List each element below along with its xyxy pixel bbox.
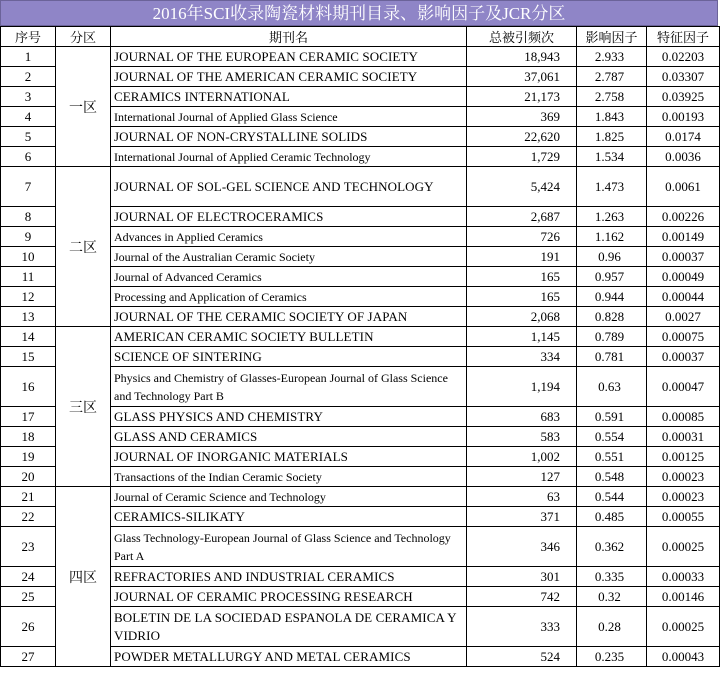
citation-count: 191 <box>467 247 577 267</box>
row-index: 18 <box>1 427 56 447</box>
row-index: 3 <box>1 87 56 107</box>
eigen-factor: 0.03307 <box>647 67 720 87</box>
citation-count: 333 <box>467 607 577 647</box>
header-zone: 分区 <box>56 27 111 47</box>
journal-name: Journal of Advanced Ceramics <box>111 267 467 287</box>
citation-count: 1,729 <box>467 147 577 167</box>
header-index: 序号 <box>1 27 56 47</box>
table-row <box>1 487 720 507</box>
impact-factor: 0.28 <box>577 607 647 647</box>
citation-count: 1,194 <box>467 367 577 407</box>
zone-cell: 二区 <box>56 167 111 327</box>
row-index: 12 <box>1 287 56 307</box>
zone-cell: 四区 <box>56 487 111 667</box>
row-index: 5 <box>1 127 56 147</box>
zone-cell: 一区 <box>56 47 111 167</box>
eigen-factor: 0.00023 <box>647 467 720 487</box>
journal-table <box>0 26 720 667</box>
table-row <box>1 47 720 67</box>
impact-factor: 1.473 <box>577 167 647 207</box>
journal-name: CERAMICS INTERNATIONAL <box>111 87 467 107</box>
impact-factor: 2.933 <box>577 47 647 67</box>
citation-count: 524 <box>467 647 577 667</box>
journal-name: POWDER METALLURGY AND METAL CERAMICS <box>111 647 467 667</box>
citation-count: 371 <box>467 507 577 527</box>
eigen-factor: 0.00226 <box>647 207 720 227</box>
citation-count: 1,002 <box>467 447 577 467</box>
impact-factor: 0.96 <box>577 247 647 267</box>
eigen-factor: 0.00055 <box>647 507 720 527</box>
journal-name: REFRACTORIES AND INDUSTRIAL CERAMICS <box>111 567 467 587</box>
eigen-factor: 0.00043 <box>647 647 720 667</box>
impact-factor: 0.781 <box>577 347 647 367</box>
eigen-factor: 0.00033 <box>647 567 720 587</box>
impact-factor: 0.591 <box>577 407 647 427</box>
impact-factor: 2.758 <box>577 87 647 107</box>
row-index: 23 <box>1 527 56 567</box>
citation-count: 1,145 <box>467 327 577 347</box>
impact-factor: 1.263 <box>577 207 647 227</box>
eigen-factor: 0.00075 <box>647 327 720 347</box>
row-index: 15 <box>1 347 56 367</box>
row-index: 26 <box>1 607 56 647</box>
journal-name: SCIENCE OF SINTERING <box>111 347 467 367</box>
citation-count: 742 <box>467 587 577 607</box>
journal-name: Processing and Application of Ceramics <box>111 287 467 307</box>
journal-name: JOURNAL OF THE CERAMIC SOCIETY OF JAPAN <box>111 307 467 327</box>
eigen-factor: 0.0036 <box>647 147 720 167</box>
row-index: 19 <box>1 447 56 467</box>
journal-name: JOURNAL OF SOL-GEL SCIENCE AND TECHNOLOGY <box>111 167 467 207</box>
eigen-factor: 0.00037 <box>647 247 720 267</box>
header-eigen: 特征因子 <box>647 27 720 47</box>
eigen-factor: 0.00044 <box>647 287 720 307</box>
row-index: 8 <box>1 207 56 227</box>
eigen-factor: 0.00023 <box>647 487 720 507</box>
row-index: 20 <box>1 467 56 487</box>
journal-name: Transactions of the Indian Ceramic Society <box>111 467 467 487</box>
impact-factor: 0.63 <box>577 367 647 407</box>
zone-cell: 三区 <box>56 327 111 487</box>
table-row <box>1 327 720 347</box>
citation-count: 301 <box>467 567 577 587</box>
header-journal: 期刊名 <box>111 27 467 47</box>
eigen-factor: 0.00025 <box>647 607 720 647</box>
eigen-factor: 0.00031 <box>647 427 720 447</box>
row-index: 22 <box>1 507 56 527</box>
row-index: 25 <box>1 587 56 607</box>
citation-count: 2,068 <box>467 307 577 327</box>
journal-name: Journal of the Australian Ceramic Society <box>111 247 467 267</box>
citation-count: 334 <box>467 347 577 367</box>
impact-factor: 0.548 <box>577 467 647 487</box>
journal-name: GLASS AND CERAMICS <box>111 427 467 447</box>
journal-name: AMERICAN CERAMIC SOCIETY BULLETIN <box>111 327 467 347</box>
eigen-factor: 0.00146 <box>647 587 720 607</box>
impact-factor: 0.362 <box>577 527 647 567</box>
impact-factor: 0.944 <box>577 287 647 307</box>
impact-factor: 1.843 <box>577 107 647 127</box>
row-index: 7 <box>1 167 56 207</box>
eigen-factor: 0.03925 <box>647 87 720 107</box>
eigen-factor: 0.00149 <box>647 227 720 247</box>
eigen-factor: 0.00193 <box>647 107 720 127</box>
impact-factor: 0.544 <box>577 487 647 507</box>
row-index: 27 <box>1 647 56 667</box>
impact-factor: 0.551 <box>577 447 647 467</box>
impact-factor: 0.957 <box>577 267 647 287</box>
citation-count: 165 <box>467 287 577 307</box>
citation-count: 583 <box>467 427 577 447</box>
citation-count: 18,943 <box>467 47 577 67</box>
impact-factor: 1.534 <box>577 147 647 167</box>
eigen-factor: 0.00085 <box>647 407 720 427</box>
eigen-factor: 0.00037 <box>647 347 720 367</box>
row-index: 24 <box>1 567 56 587</box>
impact-factor: 0.485 <box>577 507 647 527</box>
journal-name: JOURNAL OF NON-CRYSTALLINE SOLIDS <box>111 127 467 147</box>
journal-name: JOURNAL OF THE EUROPEAN CERAMIC SOCIETY <box>111 47 467 67</box>
journal-name: International Journal of Applied Glass Science <box>111 107 467 127</box>
impact-factor: 0.335 <box>577 567 647 587</box>
journal-name: JOURNAL OF ELECTROCERAMICS <box>111 207 467 227</box>
eigen-factor: 0.0027 <box>647 307 720 327</box>
citation-count: 2,687 <box>467 207 577 227</box>
header-row <box>1 27 720 47</box>
row-index: 13 <box>1 307 56 327</box>
eigen-factor: 0.02203 <box>647 47 720 67</box>
journal-name: Advances in Applied Ceramics <box>111 227 467 247</box>
citation-count: 346 <box>467 527 577 567</box>
citation-count: 369 <box>467 107 577 127</box>
journal-name: Glass Technology-European Journal of Glass Science and Technology Part A <box>111 527 467 567</box>
impact-factor: 2.787 <box>577 67 647 87</box>
header-citations: 总被引频次 <box>467 27 577 47</box>
journal-name: GLASS PHYSICS AND CHEMISTRY <box>111 407 467 427</box>
row-index: 6 <box>1 147 56 167</box>
sheet-title: 2016年SCI收录陶瓷材料期刊目录、影响因子及JCR分区 <box>0 0 718 26</box>
row-index: 10 <box>1 247 56 267</box>
journal-name: JOURNAL OF THE AMERICAN CERAMIC SOCIETY <box>111 67 467 87</box>
row-index: 4 <box>1 107 56 127</box>
table-body <box>1 47 720 667</box>
citation-count: 165 <box>467 267 577 287</box>
journal-name: JOURNAL OF INORGANIC MATERIALS <box>111 447 467 467</box>
citation-count: 683 <box>467 407 577 427</box>
impact-factor: 0.789 <box>577 327 647 347</box>
journal-name: JOURNAL OF CERAMIC PROCESSING RESEARCH <box>111 587 467 607</box>
citation-count: 22,620 <box>467 127 577 147</box>
journal-name: International Journal of Applied Ceramic Technology <box>111 147 467 167</box>
impact-factor: 0.828 <box>577 307 647 327</box>
row-index: 17 <box>1 407 56 427</box>
row-index: 16 <box>1 367 56 407</box>
row-index: 1 <box>1 47 56 67</box>
eigen-factor: 0.0174 <box>647 127 720 147</box>
journal-name: CERAMICS-SILIKATY <box>111 507 467 527</box>
journal-name: Journal of Ceramic Science and Technology <box>111 487 467 507</box>
eigen-factor: 0.00125 <box>647 447 720 467</box>
impact-factor: 0.554 <box>577 427 647 447</box>
journal-name: Physics and Chemistry of Glasses-European Journal of Glass Science and Technology Part B <box>111 367 467 407</box>
citation-count: 127 <box>467 467 577 487</box>
row-index: 9 <box>1 227 56 247</box>
table-row <box>1 167 720 207</box>
row-index: 14 <box>1 327 56 347</box>
eigen-factor: 0.00025 <box>647 527 720 567</box>
citation-count: 21,173 <box>467 87 577 107</box>
citation-count: 63 <box>467 487 577 507</box>
eigen-factor: 0.00049 <box>647 267 720 287</box>
journal-name: BOLETIN DE LA SOCIEDAD ESPANOLA DE CERAMICA Y VIDRIO <box>111 607 467 647</box>
row-index: 21 <box>1 487 56 507</box>
citation-count: 37,061 <box>467 67 577 87</box>
impact-factor: 0.235 <box>577 647 647 667</box>
citation-count: 726 <box>467 227 577 247</box>
citation-count: 5,424 <box>467 167 577 207</box>
row-index: 11 <box>1 267 56 287</box>
eigen-factor: 0.0061 <box>647 167 720 207</box>
header-impact: 影响因子 <box>577 27 647 47</box>
impact-factor: 0.32 <box>577 587 647 607</box>
impact-factor: 1.825 <box>577 127 647 147</box>
impact-factor: 1.162 <box>577 227 647 247</box>
row-index: 2 <box>1 67 56 87</box>
eigen-factor: 0.00047 <box>647 367 720 407</box>
